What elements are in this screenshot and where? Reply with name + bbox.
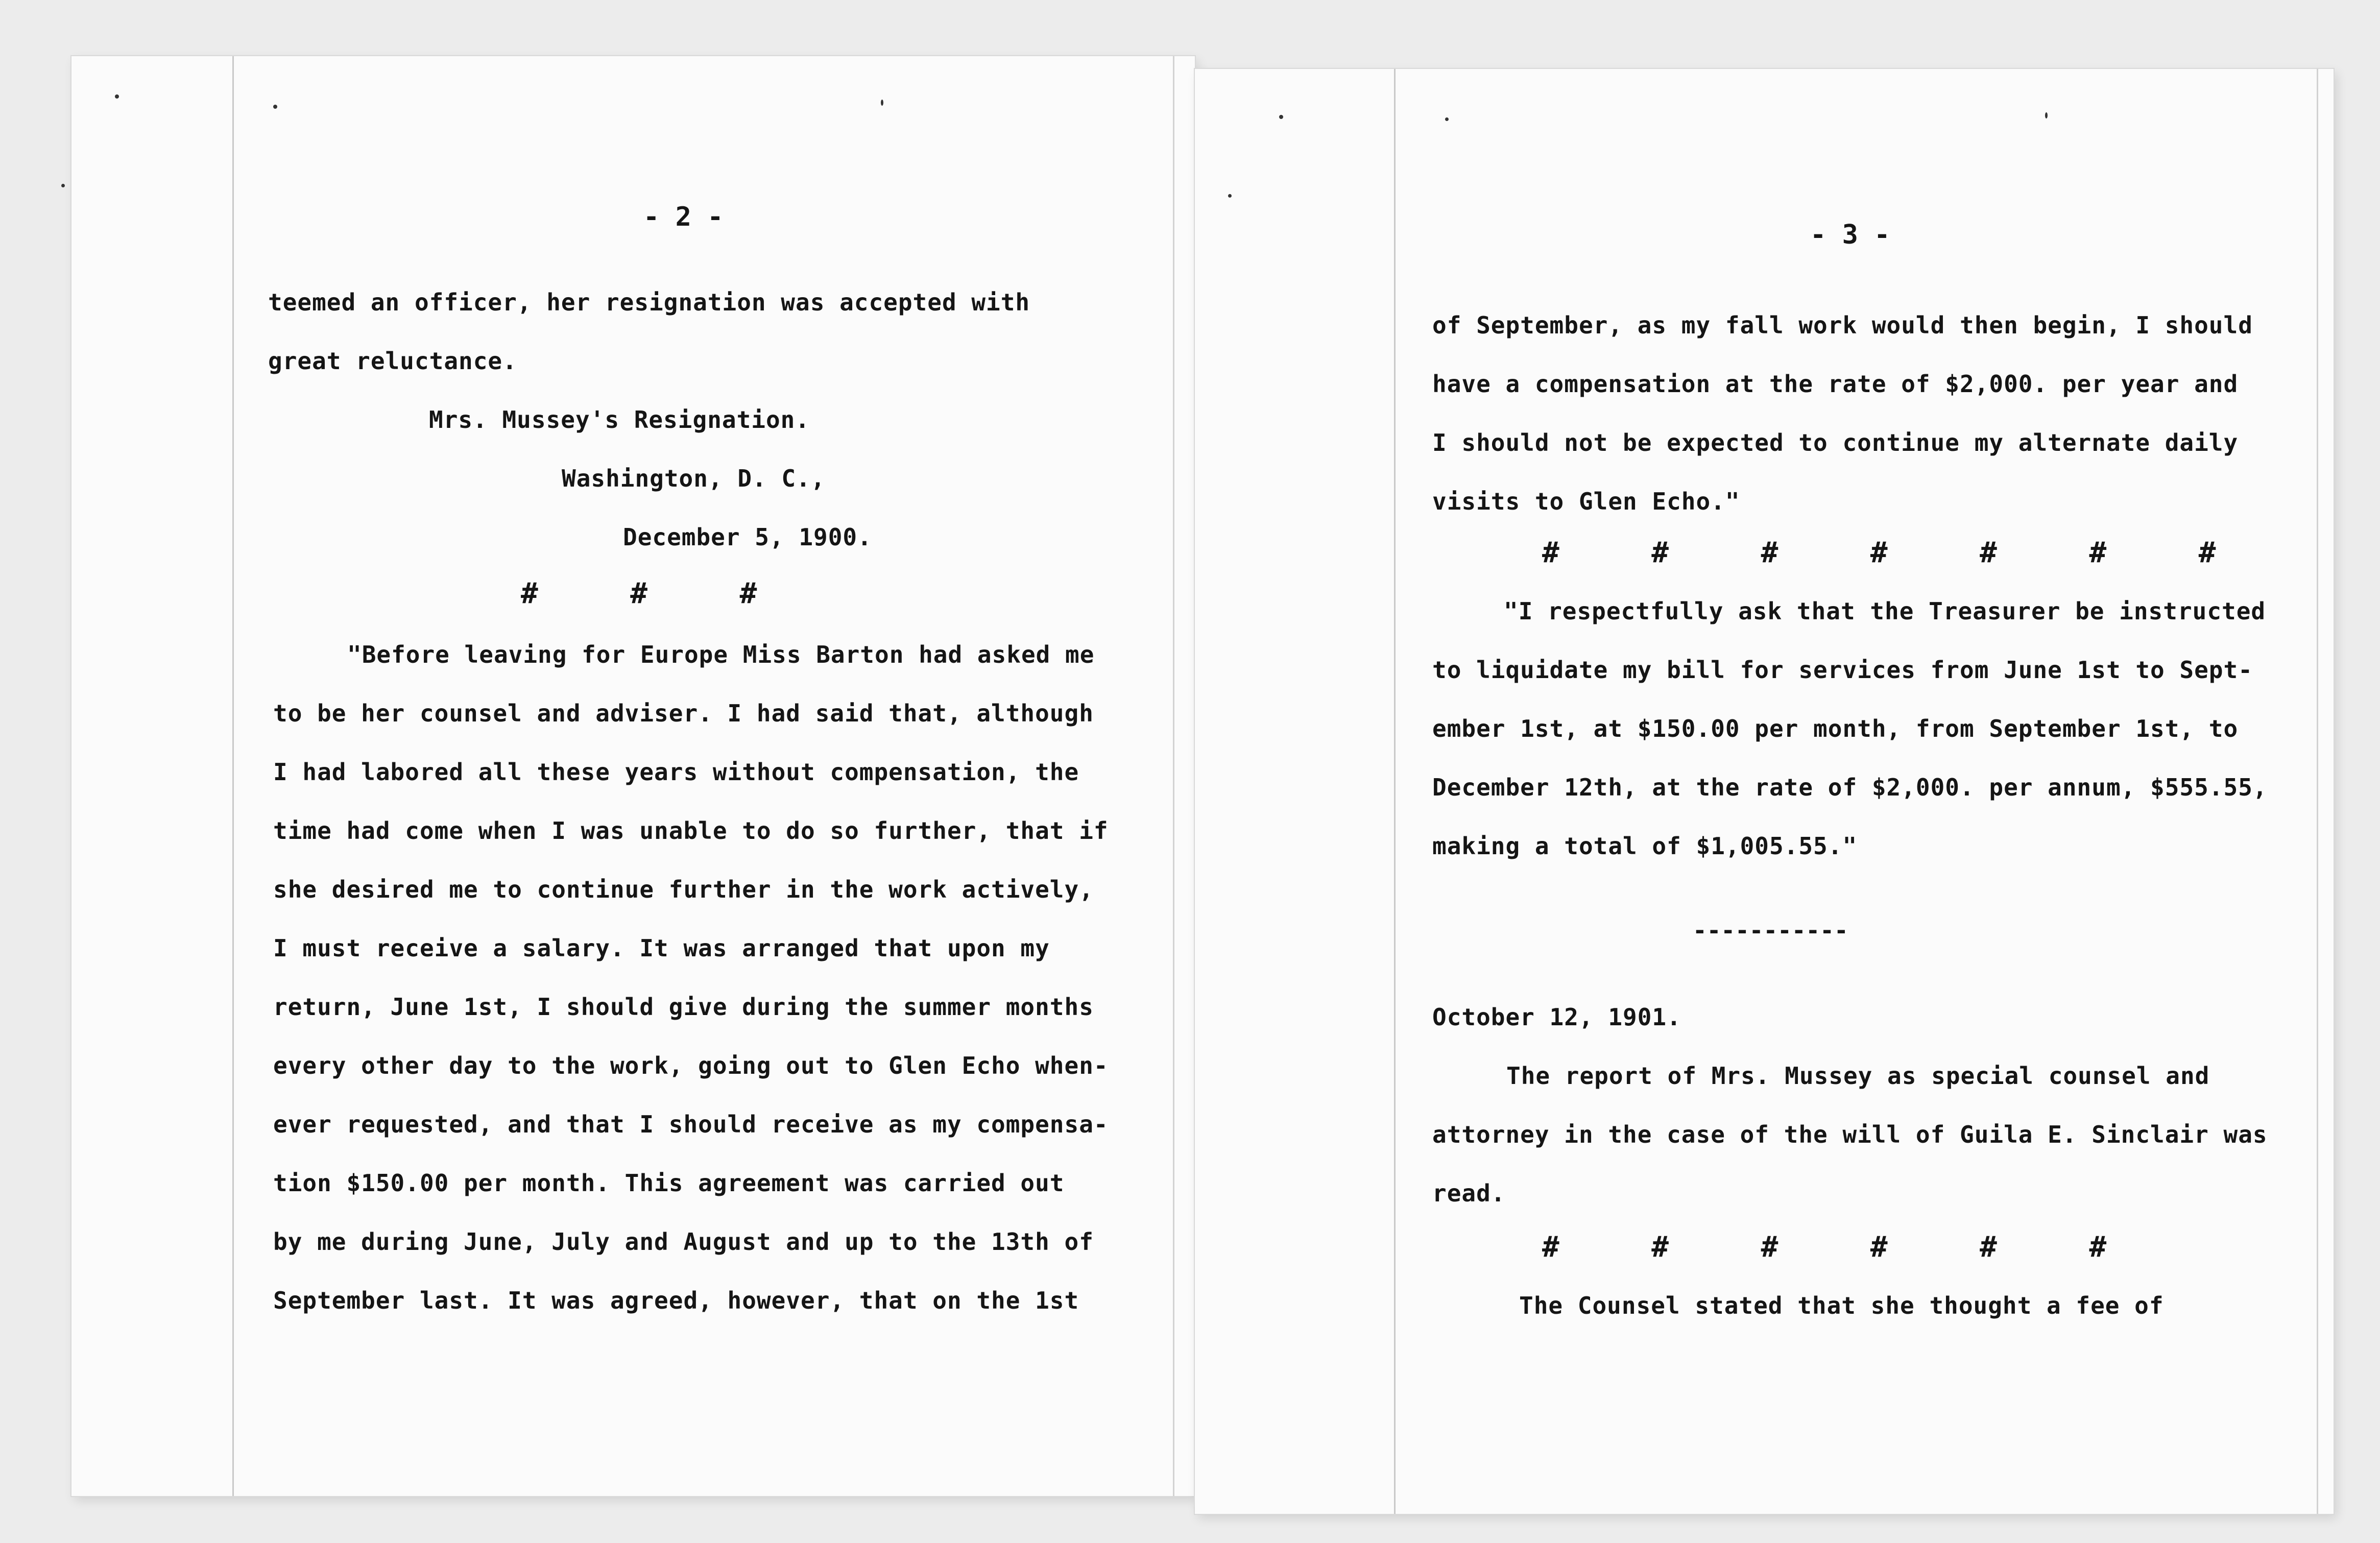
text-line: attorney in the case of the will of Guila E. Sinclair was	[1432, 1121, 2268, 1148]
right-edge-line	[2317, 69, 2318, 1514]
text-line: I must receive a salary. It was arranged that upon my	[273, 934, 1050, 962]
ink-speck	[273, 105, 277, 109]
text-line: ever requested, and that I should receive as my compensa-	[273, 1111, 1109, 1138]
left-edge-line	[1173, 56, 1174, 1496]
place-line: Washington, D. C.,	[562, 465, 826, 492]
text-line: to liquidate my bill for services from June 1st to Sept-	[1432, 656, 2253, 684]
left-page	[71, 56, 1195, 1496]
right-page	[1195, 69, 2334, 1514]
text-line: to be her counsel and adviser. I had said that, although	[273, 700, 1094, 727]
page-number-3: - 3 -	[1810, 220, 1890, 250]
text-line: "I respectfully ask that the Treasurer be instructed	[1504, 597, 2266, 625]
section-break-hashes: # # # # # #	[1542, 1231, 2108, 1264]
text-line: every other day to the work, going out to Glen Echo when-	[273, 1052, 1109, 1079]
text-line: visits to Glen Echo."	[1432, 488, 1740, 515]
section-break-hashes: # # # # # # #	[1542, 536, 2217, 569]
right-margin-line	[1394, 69, 1396, 1514]
ink-speck	[115, 94, 119, 99]
ink-speck	[2045, 112, 2048, 118]
text-line: return, June 1st, I should give during the summer months	[273, 993, 1094, 1021]
text-line: great reluctance.	[268, 347, 517, 375]
text-line: The Counsel stated that she thought a fee of	[1519, 1292, 2164, 1319]
section-heading: Mrs. Mussey's Resignation.	[429, 406, 810, 433]
text-line: ember 1st, at $150.00 per month, from September 1st, to	[1432, 715, 2239, 742]
page-number-2: - 2 -	[643, 202, 724, 232]
text-line: making a total of $1,005.55."	[1432, 832, 1858, 860]
text-line: I should not be expected to continue my alternate daily	[1432, 429, 2239, 456]
ink-speck	[1228, 194, 1232, 198]
divider-rule: -----------	[1693, 917, 1848, 944]
date-line: December 5, 1900.	[623, 523, 872, 551]
left-margin-line	[232, 56, 234, 1496]
date-line: October 12, 1901.	[1432, 1003, 1681, 1031]
text-line: read.	[1432, 1179, 1506, 1207]
text-line: December 12th, at the rate of $2,000. per annum, $555.55,	[1432, 774, 2268, 801]
text-line: The report of Mrs. Mussey as special counsel and	[1506, 1062, 2210, 1090]
text-line: I had labored all these years without compensation, the	[273, 758, 1079, 786]
section-break-hashes: # # #	[521, 577, 758, 610]
text-line: of September, as my fall work would then begin, I should	[1432, 311, 2253, 339]
text-line: teemed an officer, her resignation was accepted with	[268, 288, 1030, 316]
text-line: time had come when I was unable to do so further, that if	[273, 817, 1109, 845]
ink-speck	[881, 100, 883, 106]
text-line: she desired me to continue further in the work actively,	[273, 876, 1094, 903]
ink-speck	[1445, 117, 1449, 121]
text-line: "Before leaving for Europe Miss Barton had asked me	[347, 641, 1095, 668]
text-line: have a compensation at the rate of $2,000. per year and	[1432, 370, 2239, 398]
ink-speck	[61, 184, 65, 187]
text-line: tion $150.00 per month. This agreement was carried out	[273, 1169, 1065, 1197]
text-line: September last. It was agreed, however, that on the 1st	[273, 1287, 1079, 1314]
text-line: by me during June, July and August and up to the 13th of	[273, 1228, 1094, 1256]
ink-speck	[1279, 115, 1283, 119]
